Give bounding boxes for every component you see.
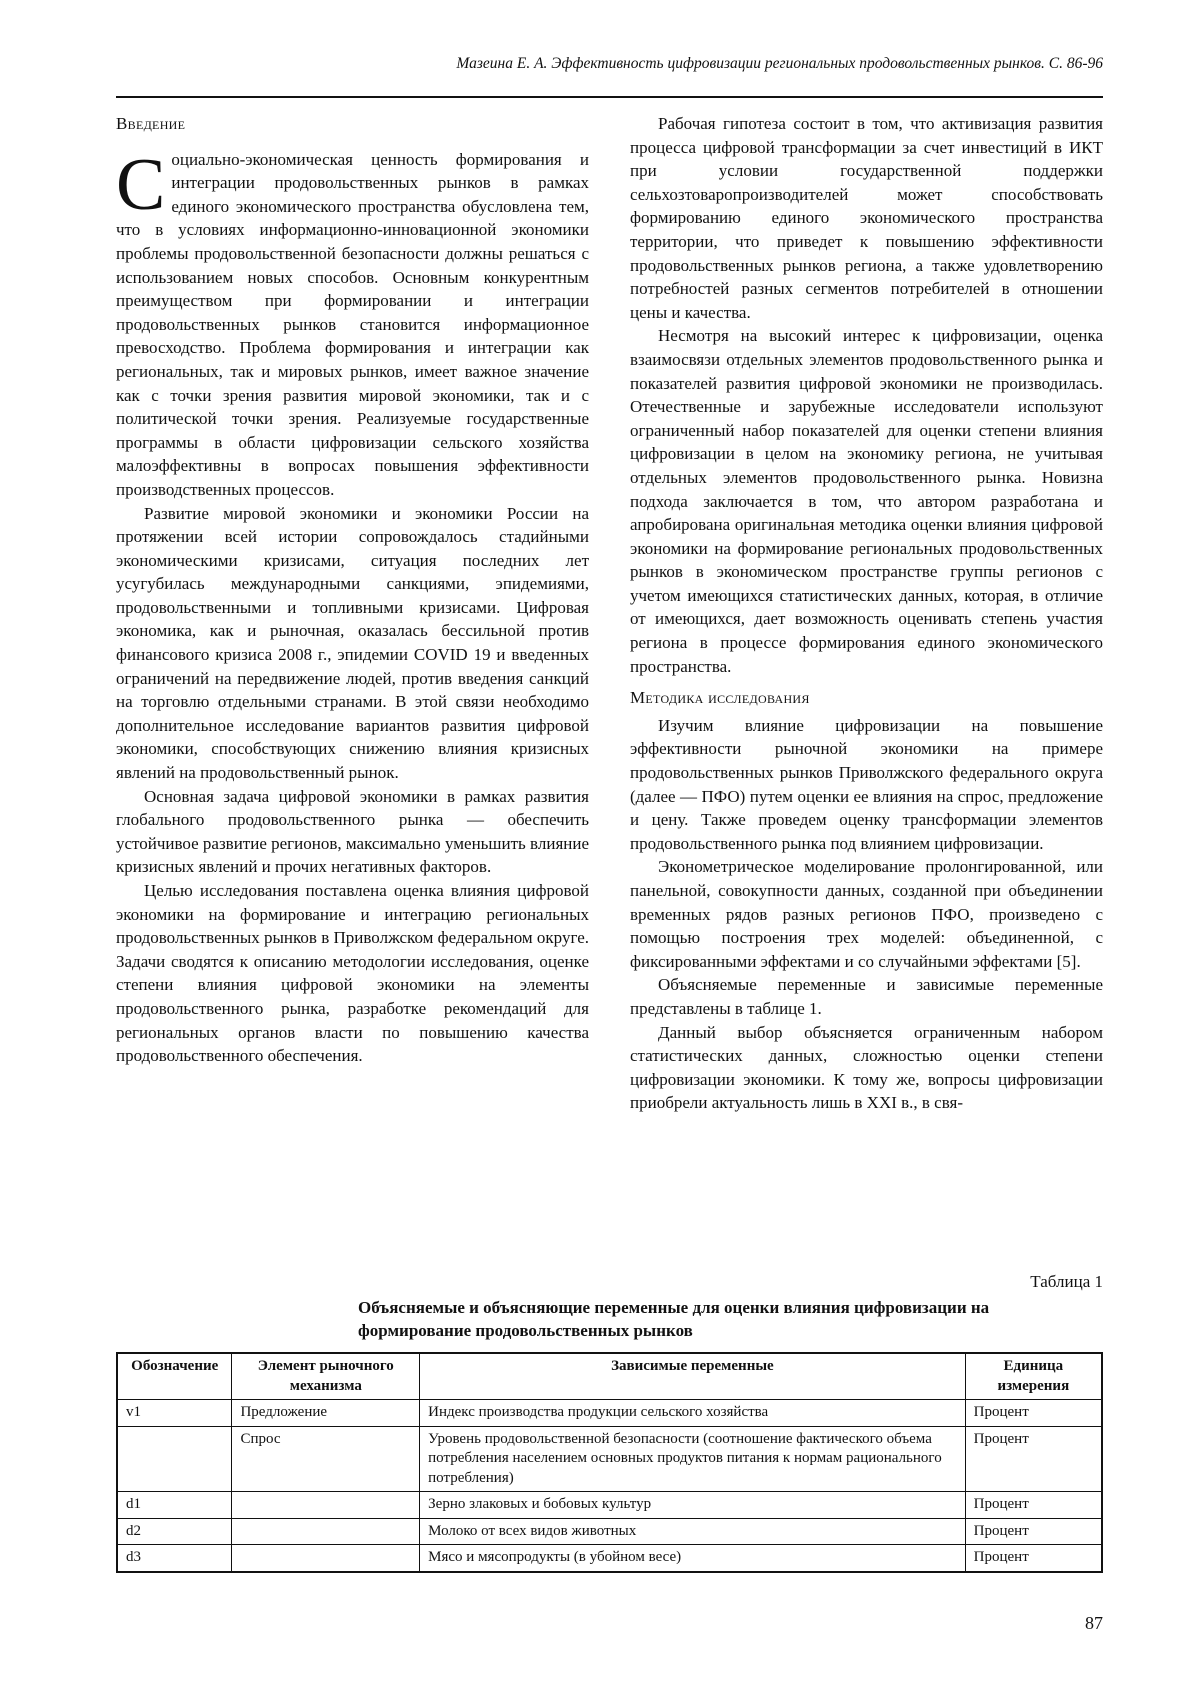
paragraph: Эконометрическое моделирование пролонгированной, или панельной, совокупности данных, созданной при объединении временных рядов разных регионов ПФО, произведено с помощью построения трех моделей: объединенной, с фиксированными эффектами и со случайными эффектами [5].: [630, 857, 1103, 971]
table-header-cell: Зависимые переменные: [420, 1353, 966, 1400]
table-header-cell: Элемент рыночного механизма: [232, 1353, 420, 1400]
section-title-methodology: Методика исследования: [630, 688, 810, 708]
table-header-row: [117, 1353, 1102, 1400]
table-cell: [232, 1545, 420, 1572]
table-cell: Индекс производства продукции сельского хозяйства: [420, 1400, 966, 1427]
table-header-cell: Обозначение: [117, 1353, 232, 1400]
table-cell: Предложение: [232, 1400, 420, 1427]
table-cell: d3: [117, 1545, 232, 1572]
paragraph: Данный выбор объясняется ограниченным набором статистических данных, сложностью оценки степени цифровизации экономики. К тому же, вопросы цифровизации приобрели актуальность лишь в XXI в., в свя-: [630, 1022, 1103, 1113]
paragraph: Целью исследования поставлена оценка влияния цифровой экономики на формирование и интеграцию региональных продовольственных рынков в Приволжском федеральном округе. Задачи сводятся к описанию методологии исследования, оценке степени влияния цифровой экономики на элементы продовольственного рынка, разработке рекомендаций для региональных органов власти по повышению качества продовольственного обеспечения.: [116, 881, 589, 1066]
running-head: Мазеина Е. А. Эффективность цифровизации региональных продовольственных рынков. С. 86-96: [456, 55, 1103, 72]
paragraph: Основная задача цифровой экономики в рамках развития глобального продовольственного рынка — обеспечить устойчивое развитие регионов, максимально уменьшить влияние кризисных явлений и прочих негативных факторов.: [116, 786, 589, 877]
table-cell: d1: [117, 1492, 232, 1519]
page-number: 87: [1085, 1613, 1103, 1633]
table-cell: v1: [117, 1400, 232, 1427]
paragraph: Объясняемые переменные и зависимые переменные представлены в таблице 1.: [630, 975, 1103, 1018]
paragraph: [116, 143, 589, 502]
table-cell: Процент: [965, 1492, 1102, 1519]
table-title: Объясняемые и объясняющие переменные для оценки влияния цифровизации на формирование продовольственных рынков: [358, 1298, 990, 1340]
paragraph: Рабочая гипотеза состоит в том, что активизация развития процесса цифровой трансформации за счет инвестиций в ИКТ при условии государственной поддержки сельхозтоваропроизводителей может способствовать формированию единого экономического пространства территории, что приведет к повышению эффективности продовольственных рынков региона, а также удовлетворению потребностей разных сегментов потребителей в отношении цены и качества.: [630, 114, 1103, 322]
table-cell: Процент: [965, 1518, 1102, 1545]
table-cell: Мясо и мясопродукты (в убойном весе): [420, 1545, 966, 1572]
table-cell: [117, 1426, 232, 1492]
table-cell: Процент: [965, 1545, 1102, 1572]
drop-cap: С: [116, 143, 166, 226]
left-column: [116, 112, 589, 1068]
table-cell: [232, 1518, 420, 1545]
paragraph: Развитие мировой экономики и экономики России на протяжении всей истории сопровождалось стадийными экономическими кризисами, ситуация последних лет усугубилась международными санкциями, эпидемиями, продовольственными и топливными кризисами. Цифровая экономика, как и рыночная, оказалась бессильной против финансового кризиса 2008 г., эпидемии COVID 19 и введенных ограничений на передвижение людей, против введения санкций на торговлю отдельными странами. В этой связи необходимо дополнительное исследование вариантов развития цифровой экономики, способствующих снижению влияния кризисных явлений на продовольственный рынок.: [116, 503, 589, 783]
table-cell: [232, 1492, 420, 1519]
table-cell: Зерно злаковых и бобовых культур: [420, 1492, 966, 1519]
table-cell: Молоко от всех видов животных: [420, 1518, 966, 1545]
table-row: [117, 1545, 1102, 1572]
variables-table: [116, 1352, 1103, 1573]
table-cell: Процент: [965, 1400, 1102, 1427]
table-cell: Уровень продовольственной безопасности (соотношение фактического объема потребления населением основных продуктов питания к нормам рационального потребления): [420, 1426, 966, 1492]
table-header-cell: Единица измерения: [965, 1353, 1102, 1400]
header-rule: [116, 96, 1103, 98]
table-row: [117, 1400, 1102, 1427]
table-cell: Спрос: [232, 1426, 420, 1492]
table-row: [117, 1492, 1102, 1519]
paragraph-text: оциально-экономическая ценность формирования и интеграции продовольственных рынков в рамках единого экономического пространства обусловлена тем, что в условиях информационно-инновационной экономики проблемы продовольственной безопасности должны решаться с использованием новых способов. Основным конкурентным преимуществом при формировании и интеграции продовольственных рынков становится информационное превосходство. Проблема формирования и интеграции как региональных, так и мировых рынков, имеет важное значение как с точки зрения развития мировой экономики, так и с политической точки зрения. Реализуемые государственные программы в области цифровизации сельского хозяйства малоэффективны в вопросах повышения эффективности производственных процессов.: [116, 149, 589, 499]
table-cell: Процент: [965, 1426, 1102, 1492]
right-column: [630, 112, 1103, 1115]
section-title-introduction: Введение: [116, 114, 186, 133]
table-cell: d2: [117, 1518, 232, 1545]
table-row: [117, 1518, 1102, 1545]
table-row: [117, 1426, 1102, 1492]
table-number: Таблица 1: [1030, 1272, 1103, 1291]
paragraph: Изучим влияние цифровизации на повышение эффективности рыночной экономики на примере продовольственных рынков Приволжского федерального округа (далее — ПФО) путем оценки ее влияния на спрос, предложение и цену. Также проведем оценку трансформации элементов продовольственного рынка под влиянием цифровизации.: [630, 715, 1103, 853]
paragraph: Несмотря на высокий интерес к цифровизации, оценка взаимосвязи отдельных элементов продовольственного рынка и показателей развития цифровой экономики не производилась. Отечественные и зарубежные исследователи используют ограниченный набор показателей для оценки степени влияния цифровизации в целом на экономику региона, не учитывая отдельных элементов продовольственного рынка. Новизна подхода заключается в том, что автором разработана и апробирована оригинальная методика оценки влияния цифровой экономики на формирование региональных продовольственных рынков в экономическом пространстве группы регионов с учетом имеющихся статистических данных, которая, в отличие от имеющихся, дает возможность оценивать степень участия региона в процессе формирования единого экономического пространства.: [630, 326, 1103, 676]
